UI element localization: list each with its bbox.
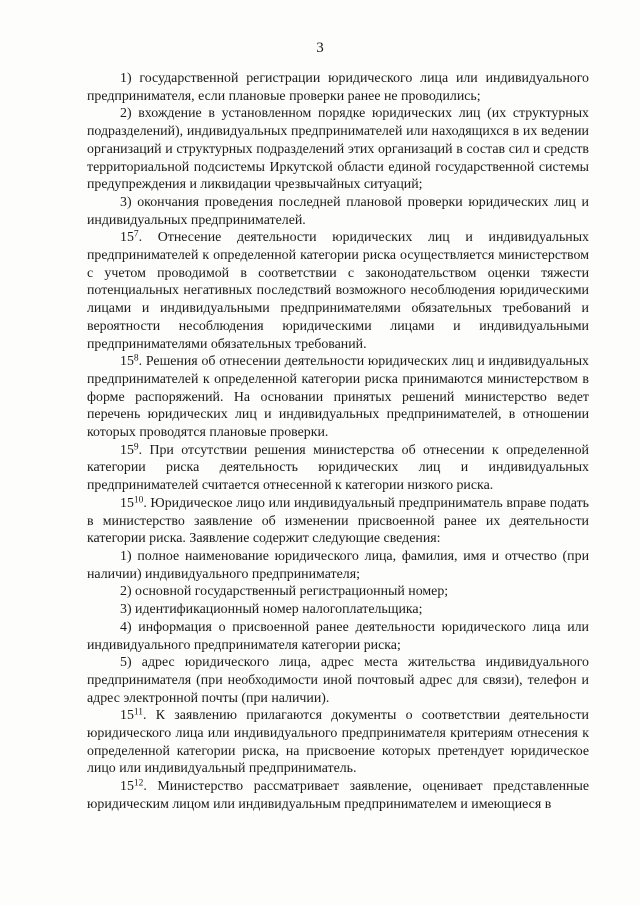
clause-number: 15 (120, 779, 134, 795)
clause-superscript: 9 (133, 442, 139, 453)
paragraph-text: . Юридическое лицо или индивидуальный предприниматель вправе подать в министерство заявление об изменении присвоенной ранее их деятельности категории риска. Заявление содержит следующие сведения: (87, 495, 589, 547)
document-body (87, 70, 589, 814)
paragraph-text: . К заявлению прилагаются документы о соответствии деятельности юридического лица или индивидуального предпринимателя критериям отнесения к определенной категории риска, на присвоение которых претендует юридическое лицо или индивидуальный предприниматель. (87, 708, 589, 777)
list-item-contact-address (87, 654, 589, 707)
paragraph-text: . Решения об отнесении деятельности юридических лиц и индивидуальных предпринимателей к определенной категории риска принимаются министерством в форме распоряжений. На основании принятых решений министерство ведет перечень юридических лиц и индивидуальных предпринимателей, в отношении которых проводятся плановые проверки. (87, 354, 589, 441)
clause-superscript: 8 (133, 353, 139, 364)
clause-number: 15 (120, 708, 134, 724)
clause-15-12 (87, 778, 589, 813)
clause-number: 15 (120, 230, 134, 246)
list-item-registration (87, 70, 589, 105)
list-item-registration-number (87, 583, 589, 601)
clause-15-7 (87, 229, 589, 353)
list-item-risk-category (87, 619, 589, 654)
clause-number: 15 (120, 495, 134, 511)
paragraph-text: 1) государственной регистрации юридического лица или индивидуального предпринимателя, если плановые проверки ранее не проводились; (87, 71, 589, 104)
clause-15-9 (87, 442, 589, 495)
clause-number: 15 (120, 442, 134, 458)
paragraph-text: 5) адрес юридического лица, адрес места жительства индивидуального предпринимателя (при необходимости иной почтовый адрес для связи), телефон и адрес электронной почты (при наличии). (87, 655, 589, 706)
list-item-tax-id (87, 601, 589, 619)
paragraph-text: 4) информация о присвоенной ранее деятельности юридического лица или индивидуального предпринимателя категории риска; (87, 619, 589, 653)
paragraph-text: 2) основной государственный регистрационный номер; (120, 584, 449, 600)
paragraph-text: . При отсутствии решения министерства об отнесении к определенной категории риска деятельность юридических лиц и индивидуальных предпринимателей считается отнесенной к категории низкого риска. (87, 442, 589, 494)
clause-superscript: 10 (133, 495, 144, 506)
clause-superscript: 12 (133, 778, 144, 789)
clause-superscript: 11 (133, 707, 143, 718)
paragraph-text: 2) вхождение в установленном порядке юридических лиц (их структурных подразделений), индивидуальных предпринимателей или находящихся в их ведении организаций и структурных подразделений этих организаций в состав сил и средств территориальной подсистемы Иркутской области единой государственной системы предупреждения и ликвидации чрезвычайных ситуаций; (87, 106, 589, 193)
clause-superscript: 7 (133, 229, 139, 240)
clause-15-10 (87, 495, 589, 548)
paragraph-text: 3) окончания проведения последней плановой проверки юридических лиц и индивидуальных предпринимателей. (87, 194, 589, 228)
list-item-full-name (87, 548, 589, 583)
paragraph-text: . Отнесение деятельности юридических лиц и индивидуальных предпринимателей к определенной категории риска осуществляется министерством с учетом проводимой в соответствии с законодательством оценки тяжести потенциальных негативных последствий возможного несоблюдения юридическими лицами и индивидуальными предпринимателями обязательных требований и вероятности несоблюдения юридическими лицами и индивидуальными предпринимателями обязательных требований. (87, 230, 589, 352)
list-item-emergency-subsystem (87, 105, 589, 194)
paragraph-text: 1) полное наименование юридического лица, фамилия, имя и отчество (при наличии) индивидуального предпринимателя; (87, 548, 589, 582)
clause-number: 15 (120, 354, 134, 370)
paragraph-text: 3) идентификационный номер налогоплательщика; (120, 602, 423, 618)
clause-15-11 (87, 707, 589, 778)
page-number: 3 (316, 40, 324, 56)
list-item-last-inspection (87, 194, 589, 229)
clause-15-8 (87, 353, 589, 442)
paragraph-text: . Министерство рассматривает заявление, оценивает представленные юридическим лицом или индивидуальным предпринимателем и имеющиеся в (87, 779, 589, 812)
